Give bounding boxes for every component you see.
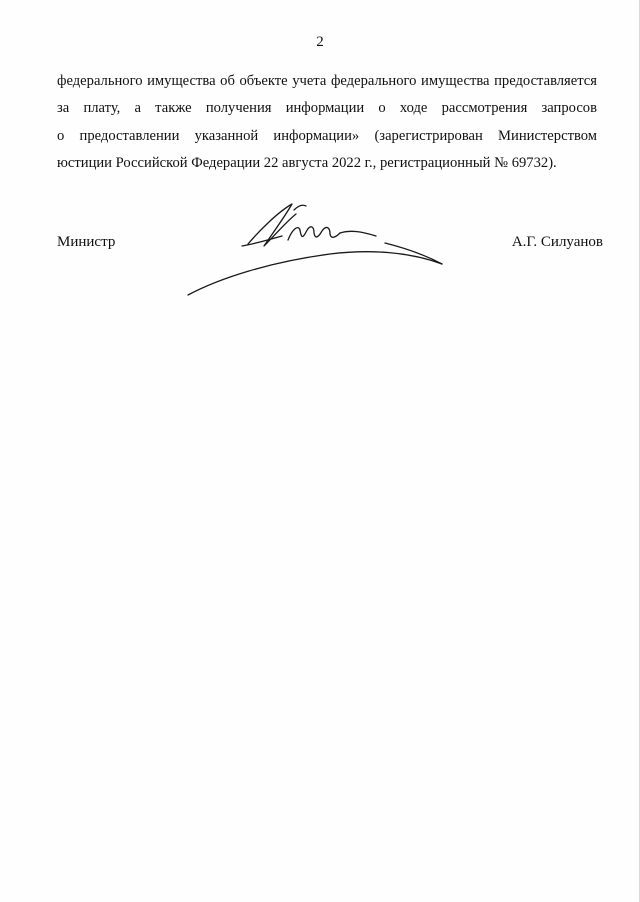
paragraph-line: о предоставлении указанной информации» (зарегистрирован Министерством	[57, 127, 597, 144]
body-paragraph	[57, 68, 597, 177]
handwritten-signature	[180, 200, 450, 305]
paragraph-line: юстиции Российской Федерации 22 августа 2022 г., регистрационный № 69732).	[57, 154, 557, 171]
signatory-position: Министр	[57, 234, 116, 250]
signature-block	[0, 200, 640, 310]
signatory-name: А.Г. Силуанов	[511, 234, 603, 250]
paragraph-line: федерального имущества об объекте учета федерального имущества предоставляется	[57, 73, 597, 89]
page-number: 2	[316, 34, 324, 50]
paragraph-line: за плату, а также получения информации о ходе рассмотрения запросов	[57, 100, 597, 117]
